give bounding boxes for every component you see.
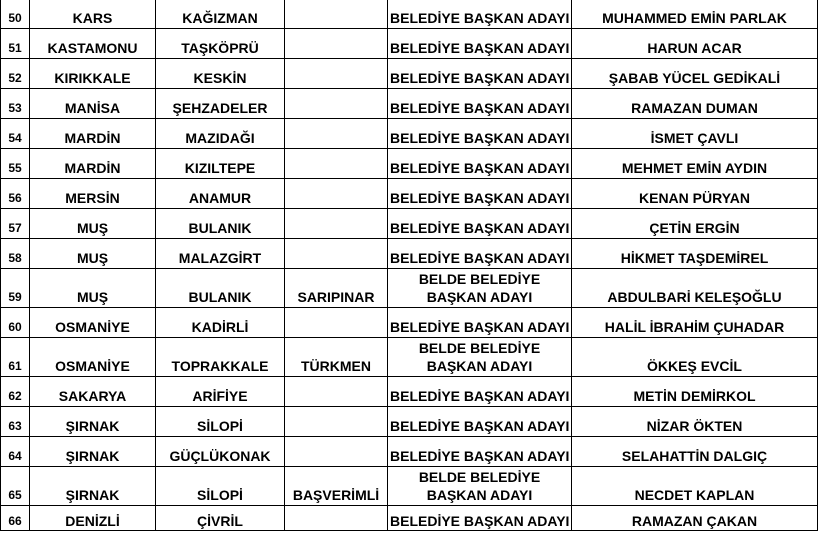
table-row	[1, 506, 818, 531]
candidate-type-cell: BELDE BELEDİYE BAŞKAN ADAYI	[388, 338, 572, 377]
town-cell	[285, 179, 388, 209]
district-cell: MAZIDAĞI	[156, 119, 285, 149]
district-cell: KADİRLİ	[156, 308, 285, 338]
province-cell: OSMANİYE	[30, 308, 156, 338]
candidate-name-cell: RAMAZAN DUMAN	[572, 89, 818, 119]
candidate-type-cell: BELEDİYE BAŞKAN ADAYI	[388, 89, 572, 119]
town-cell: SARIPINAR	[285, 269, 388, 308]
candidate-name-cell: ABDULBARİ KELEŞOĞLU	[572, 269, 818, 308]
candidate-name-cell: ÇETİN ERGİN	[572, 209, 818, 239]
candidate-type-cell: BELEDİYE BAŞKAN ADAYI	[388, 308, 572, 338]
province-cell: MUŞ	[30, 209, 156, 239]
candidate-name-cell: RAMAZAN ÇAKAN	[572, 506, 818, 531]
row-number: 61	[1, 338, 30, 377]
district-cell: TAŞKÖPRÜ	[156, 29, 285, 59]
table-row	[1, 467, 818, 506]
province-cell: KIRIKKALE	[30, 59, 156, 89]
candidate-type-cell: BELEDİYE BAŞKAN ADAYI	[388, 209, 572, 239]
district-cell: GÜÇLÜKONAK	[156, 437, 285, 467]
province-cell: MANİSA	[30, 89, 156, 119]
candidate-type-cell: BELEDİYE BAŞKAN ADAYI	[388, 119, 572, 149]
candidate-name-cell: METİN DEMİRKOL	[572, 377, 818, 407]
district-cell: ARİFİYE	[156, 377, 285, 407]
row-number: 50	[1, 0, 30, 29]
table-row	[1, 119, 818, 149]
district-cell: ANAMUR	[156, 179, 285, 209]
candidate-name-cell: SELAHATTİN DALGIÇ	[572, 437, 818, 467]
province-cell: MARDİN	[30, 149, 156, 179]
town-cell	[285, 506, 388, 531]
district-cell: SİLOPİ	[156, 467, 285, 506]
candidate-name-cell: NİZAR ÖKTEN	[572, 407, 818, 437]
candidate-name-cell: ÖKKEŞ EVCİL	[572, 338, 818, 377]
row-number: 55	[1, 149, 30, 179]
candidate-type-cell: BELEDİYE BAŞKAN ADAYI	[388, 407, 572, 437]
district-cell: TOPRAKKALE	[156, 338, 285, 377]
district-cell: BULANIK	[156, 209, 285, 239]
candidate-type-cell: BELEDİYE BAŞKAN ADAYI	[388, 179, 572, 209]
province-cell: MUŞ	[30, 239, 156, 269]
town-cell	[285, 239, 388, 269]
province-cell: MUŞ	[30, 269, 156, 308]
district-cell: BULANIK	[156, 269, 285, 308]
table-row	[1, 209, 818, 239]
candidate-type-cell: BELEDİYE BAŞKAN ADAYI	[388, 377, 572, 407]
candidate-name-cell: NECDET KAPLAN	[572, 467, 818, 506]
province-cell: MARDİN	[30, 119, 156, 149]
table-row	[1, 59, 818, 89]
row-number: 66	[1, 506, 30, 531]
candidate-name-cell: MEHMET EMİN AYDIN	[572, 149, 818, 179]
candidate-name-cell: İSMET ÇAVLI	[572, 119, 818, 149]
province-cell: ŞIRNAK	[30, 437, 156, 467]
table-row	[1, 437, 818, 467]
town-cell	[285, 308, 388, 338]
candidate-type-cell: BELEDİYE BAŞKAN ADAYI	[388, 149, 572, 179]
table-row	[1, 407, 818, 437]
table-row	[1, 308, 818, 338]
province-cell: OSMANİYE	[30, 338, 156, 377]
table-row	[1, 0, 818, 29]
town-cell	[285, 119, 388, 149]
row-number: 62	[1, 377, 30, 407]
candidate-name-cell: HALİL İBRAHİM ÇUHADAR	[572, 308, 818, 338]
town-cell	[285, 89, 388, 119]
candidate-type-cell: BELEDİYE BAŞKAN ADAYI	[388, 59, 572, 89]
town-cell	[285, 377, 388, 407]
candidate-type-cell: BELDE BELEDİYE BAŞKAN ADAYI	[388, 269, 572, 308]
town-cell	[285, 59, 388, 89]
table-row	[1, 239, 818, 269]
town-cell	[285, 29, 388, 59]
candidate-type-cell: BELEDİYE BAŞKAN ADAYI	[388, 506, 572, 531]
candidate-name-cell: HARUN ACAR	[572, 29, 818, 59]
district-cell: ŞEHZADELER	[156, 89, 285, 119]
row-number: 63	[1, 407, 30, 437]
candidate-type-cell: BELDE BELEDİYE BAŞKAN ADAYI	[388, 467, 572, 506]
row-number: 60	[1, 308, 30, 338]
table-row	[1, 179, 818, 209]
row-number: 56	[1, 179, 30, 209]
row-number: 65	[1, 467, 30, 506]
district-cell: ÇİVRİL	[156, 506, 285, 531]
district-cell: SİLOPİ	[156, 407, 285, 437]
district-cell: KIZILTEPE	[156, 149, 285, 179]
table-row	[1, 338, 818, 377]
row-number: 57	[1, 209, 30, 239]
candidate-type-cell: BELEDİYE BAŞKAN ADAYI	[388, 437, 572, 467]
candidate-name-cell: MUHAMMED EMİN PARLAK	[572, 0, 818, 29]
table-row	[1, 149, 818, 179]
town-cell	[285, 437, 388, 467]
province-cell: DENİZLİ	[30, 506, 156, 531]
row-number: 54	[1, 119, 30, 149]
town-cell	[285, 407, 388, 437]
town-cell	[285, 209, 388, 239]
table-row	[1, 89, 818, 119]
province-cell: MERSİN	[30, 179, 156, 209]
province-cell: ŞIRNAK	[30, 467, 156, 506]
candidate-type-cell: BELEDİYE BAŞKAN ADAYI	[388, 239, 572, 269]
province-cell: KASTAMONU	[30, 29, 156, 59]
candidate-name-cell: HİKMET TAŞDEMİREL	[572, 239, 818, 269]
row-number: 52	[1, 59, 30, 89]
table-row	[1, 29, 818, 59]
table-row	[1, 377, 818, 407]
row-number: 53	[1, 89, 30, 119]
row-number: 64	[1, 437, 30, 467]
town-cell: BAŞVERİMLİ	[285, 467, 388, 506]
district-cell: MALAZGİRT	[156, 239, 285, 269]
province-cell: ŞIRNAK	[30, 407, 156, 437]
town-cell	[285, 149, 388, 179]
candidate-name-cell: ŞABAB YÜCEL GEDİKALİ	[572, 59, 818, 89]
row-number: 59	[1, 269, 30, 308]
row-number: 51	[1, 29, 30, 59]
candidate-type-cell: BELEDİYE BAŞKAN ADAYI	[388, 0, 572, 29]
province-cell: KARS	[30, 0, 156, 29]
province-cell: SAKARYA	[30, 377, 156, 407]
town-cell	[285, 0, 388, 29]
table-row	[1, 269, 818, 308]
candidate-type-cell: BELEDİYE BAŞKAN ADAYI	[388, 29, 572, 59]
candidate-name-cell: KENAN PÜRYAN	[572, 179, 818, 209]
row-number: 58	[1, 239, 30, 269]
town-cell: TÜRKMEN	[285, 338, 388, 377]
district-cell: KAĞIZMAN	[156, 0, 285, 29]
district-cell: KESKİN	[156, 59, 285, 89]
